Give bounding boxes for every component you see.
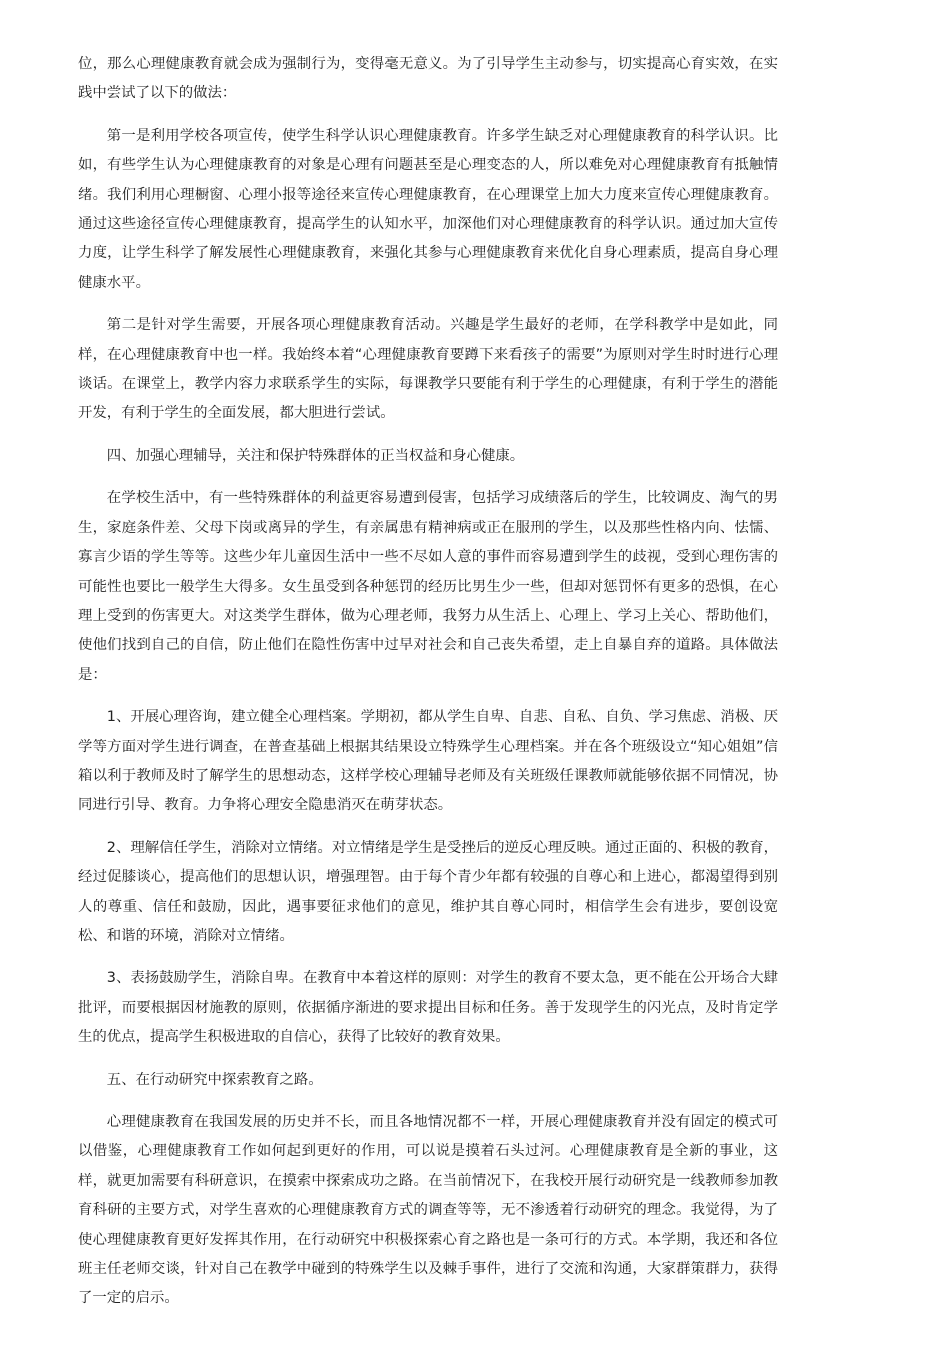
paragraph-activities: 第二是针对学生需要，开展各项心理健康教育活动。兴趣是学生最好的老师，在学科教学中是如此，同样，在心理健康教育中也一样。我始终本着“心理健康教育要蹲下来看孩子的需要”为原则对学生时时进行心理谈话。在课堂上，教学内容力求联系学生的实际，每课教学只要能有利于学生的心理健康，有利于学生的潜能开发，有利于学生的全面发展，都大胆进行尝试。 — [78, 317, 778, 422]
paragraph-continuation: 位，那么心理健康教育就会成为强制行为，变得毫无意义。为了引导学生主动参与，切实提高心育实效，在实践中尝试了以下的做法： — [78, 56, 778, 102]
section-heading-five: 五、在行动研究中探索教育之路。 — [106, 1071, 323, 1088]
paragraph-publicity: 第一是利用学校各项宣传，使学生科学认识心理健康教育。许多学生缺乏对心理健康教育的科学认识。比如，有些学生认为心理健康教育的对象是心理有问题甚至是心理变态的人，所以难免对心理健康教育有抵触情绪。我们利用心理橱窗、心理小报等途径来宣传心理健康教育，在心理课堂上加大力度来宣传心理健康教育。通过这些途径宣传心理健康教育，提高学生的认知水平，加深他们对心理健康教育的科学认识。通过加大宣传力度，让学生科学了解发展性心理健康教育，来强化其参与心理健康教育来优化自身心理素质，提高自身心理健康水平。 — [78, 127, 778, 291]
paragraph-item-1: 1、开展心理咨询，建立健全心理档案。学期初，都从学生自卑、自悲、自私、自负、学习焦虑、消极、厌学等方面对学生进行调查，在普查基础上根据其结果设立特殊学生心理档案。并在各个班级设立“知心姐姐”信箱以利于教师及时了解学生的思想动态，这样学校心理辅导老师及有关班级任课教师就能够依据不同情况，协同进行引导、教育。力争将心理安全隐患消灭在萌芽状态。 — [78, 709, 778, 814]
paragraph-action-research: 心理健康教育在我国发展的历史并不长，而且各地情况都不一样，开展心理健康教育并没有固定的模式可以借鉴，心理健康教育工作如何起到更好的作用，可以说是摸着石头过河。心理健康教育是全新的事业，这样，就更加需要有科研意识，在摸索中探索成功之路。在当前情况下，在我校开展行动研究是一线教师参加教育科研的主要方式，对学生喜欢的心理健康教育方式的调查等等，无不渗透着行动研究的理念。我觉得，为了使心理健康教育更好发挥其作用，在行动研究中积极探索心育之路也是一条可行的方式。本学期，我还和各位班主任老师交谈，针对自己在教学中碰到的特殊学生以及棘手事件，进行了交流和沟通，大家群策群力，获得了一定的启示。 — [78, 1114, 778, 1307]
paragraph-item-2: 2、理解信任学生，消除对立情绪。对立情绪是学生是受挫后的逆反心理反映。通过正面的、积极的教育，经过促膝谈心，提高他们的思想认识，增强理智。由于每个青少年都有较强的自尊心和上进心，都渴望得到别人的尊重、信任和鼓励，因此，遇事要征求他们的意见，维护其自尊心同时，相信学生会有进步，要创设宽松、和谐的环境，消除对立情绪。 — [78, 839, 778, 944]
document-page — [78, 50, 778, 1327]
section-heading-four: 四、加强心理辅导，关注和保护特殊群体的正当权益和身心健康。 — [106, 447, 525, 464]
paragraph-item-3: 3、表扬鼓励学生，消除自卑。在教育中本着这样的原则：对学生的教育不要太急，更不能在公开场合大肆批评，而要根据因材施教的原则，依据循序渐进的要求提出目标和任务。善于发现学生的闪光点，及时肯定学生的优点，提高学生积极进取的自信心，获得了比较好的教育效果。 — [78, 970, 778, 1046]
paragraph-special-groups: 在学校生活中，有一些特殊群体的利益更容易遭到侵害，包括学习成绩落后的学生，比较调皮、淘气的男生，家庭条件差、父母下岗或离异的学生，有亲属患有精神病或正在服刑的学生，以及那些性格内向、怯懦、寡言少语的学生等等。这些少年儿童因生活中一些不尽如人意的事件而容易遭到学生的歧视，受到心理伤害的可能性也要比一般学生大得多。女生虽受到各种惩罚的经历比男生少一些，但却对惩罚怀有更多的恐惧，在心理上受到的伤害更大。对这类学生群体，做为心理老师，我努力从生活上、心理上、学习上关心、帮助他们，使他们找到自己的自信，防止他们在隐性伤害中过早对社会和自己丧失希望，走上自暴自弃的道路。具体做法是： — [78, 490, 778, 683]
